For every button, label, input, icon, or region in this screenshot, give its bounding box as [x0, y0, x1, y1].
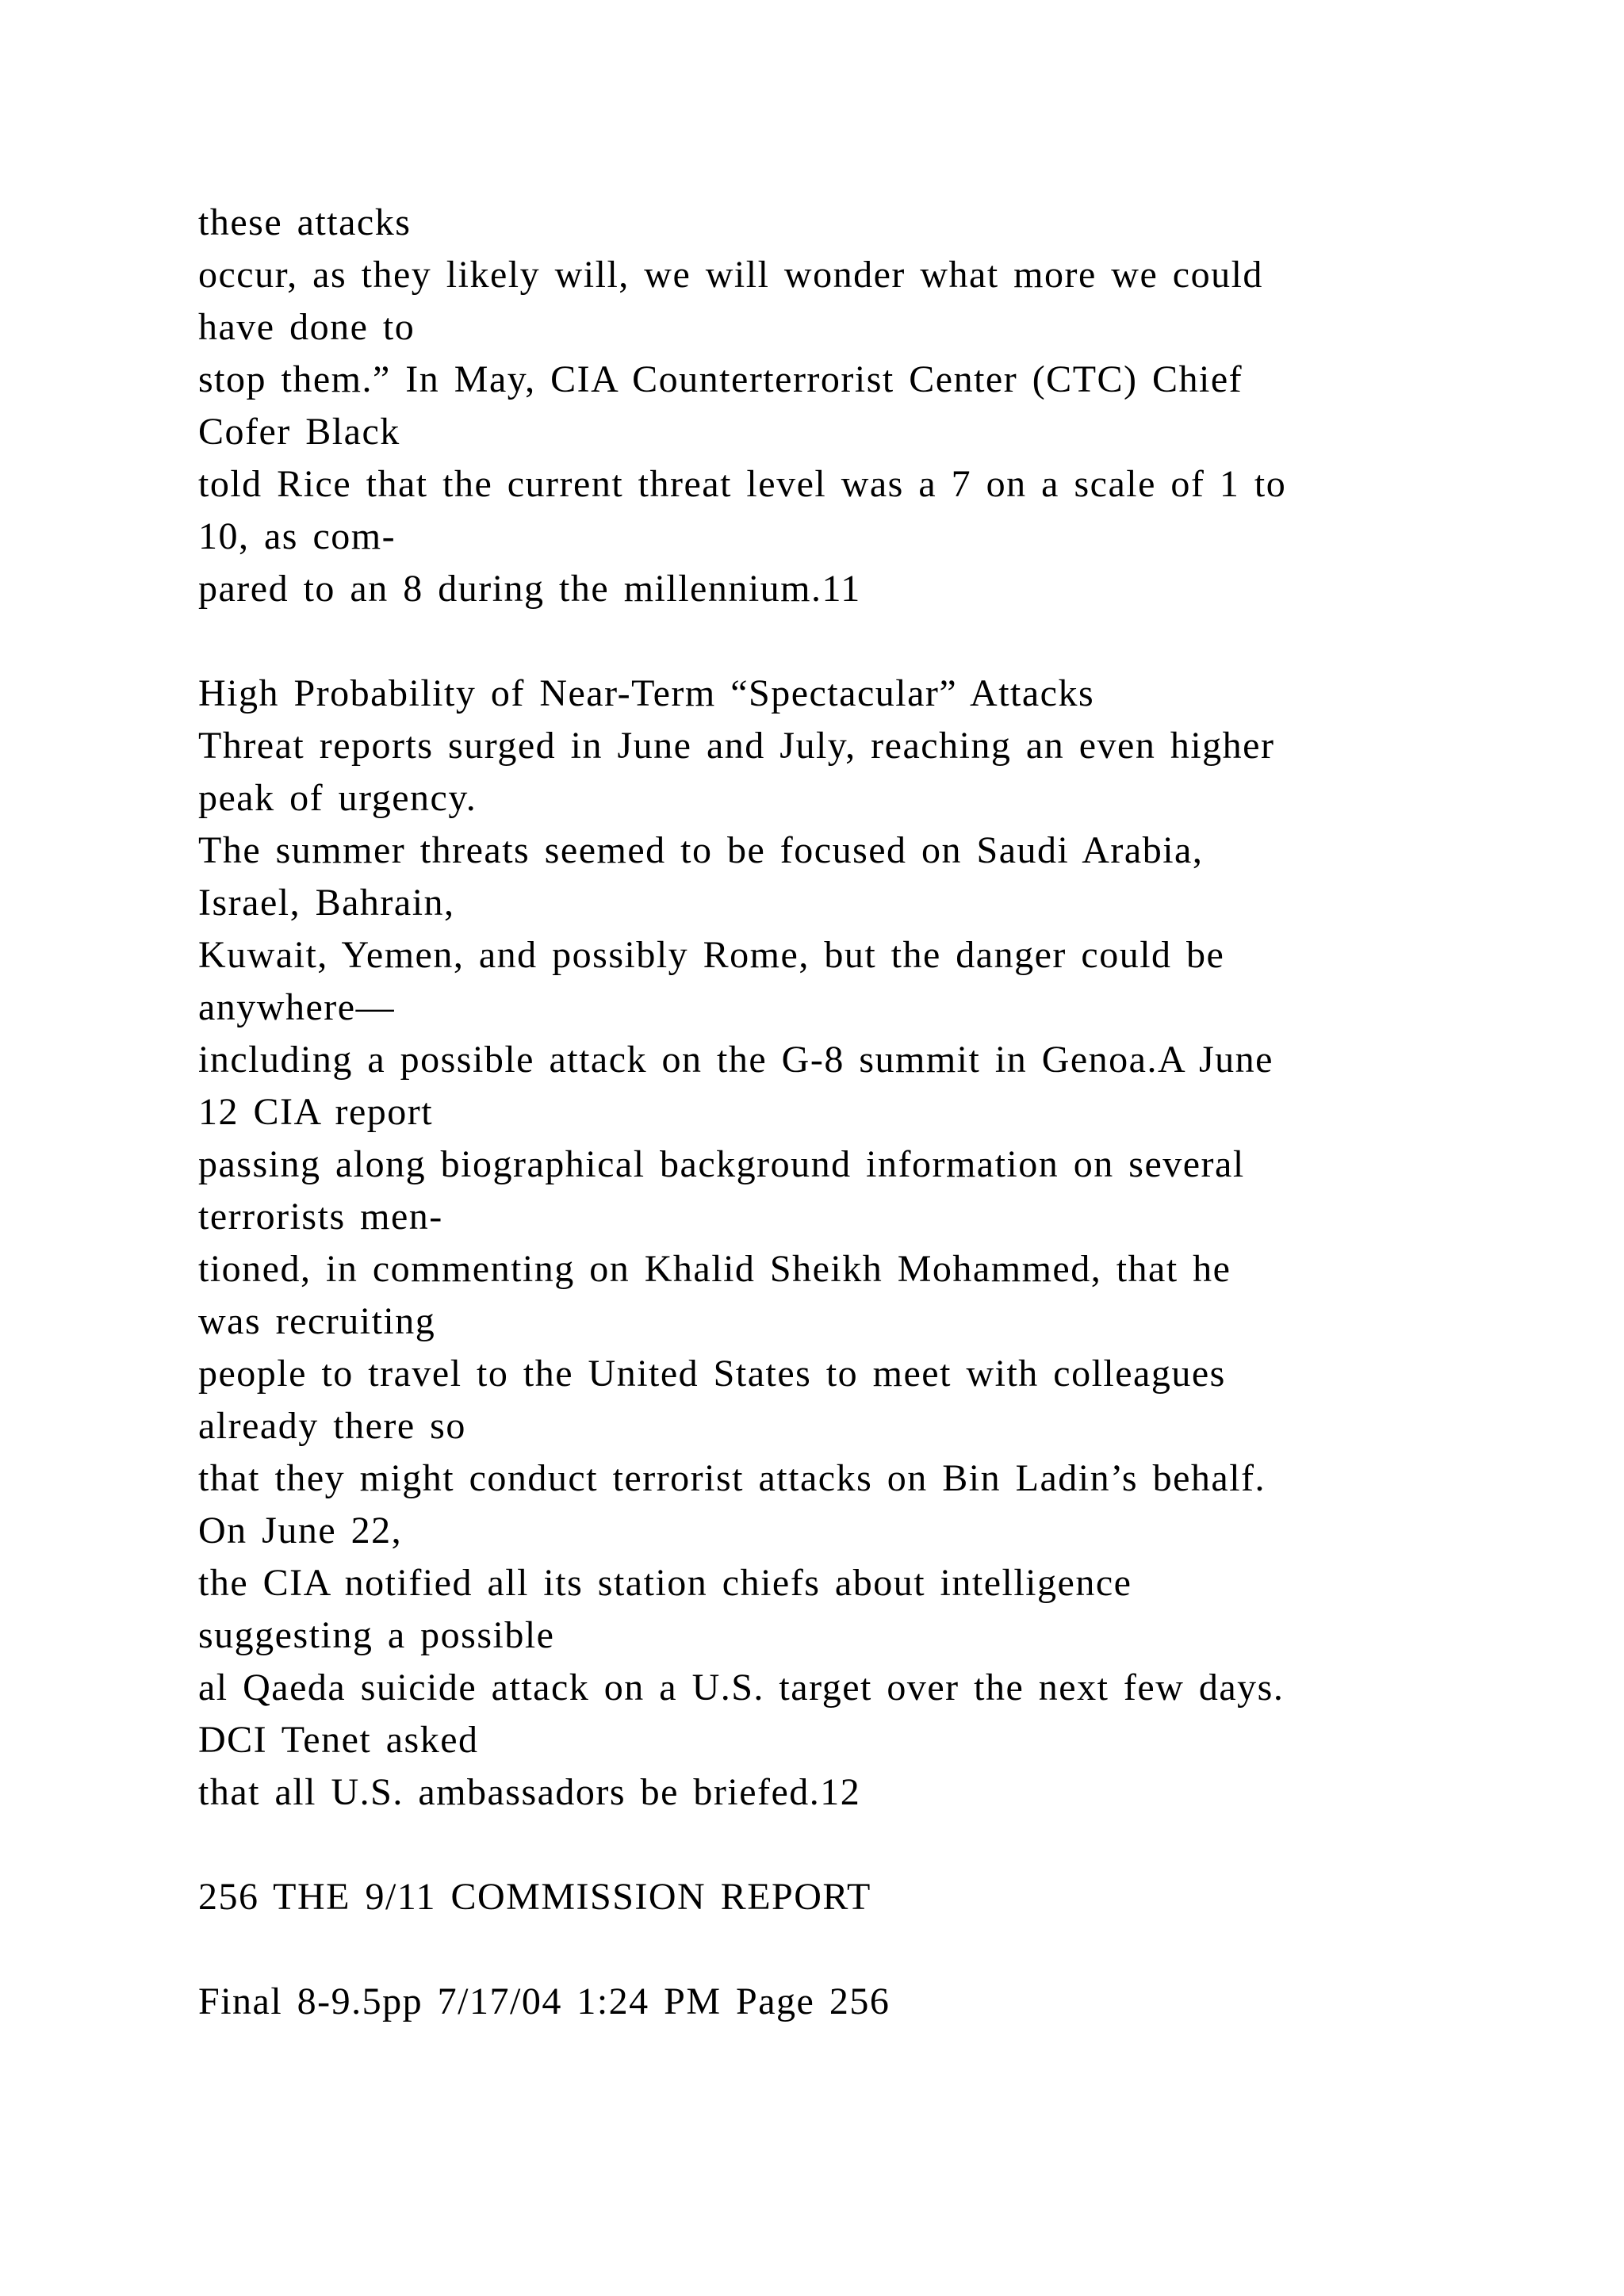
text-line: stop them.” In May, CIA Counterterrorist Center (CTC) Chief	[198, 358, 1243, 400]
text-line: told Rice that the current threat level was a 7 on a scale of 1 to	[198, 463, 1287, 505]
text-line: the CIA notified all its station chiefs about intelligence	[198, 1562, 1132, 1604]
text-line: that they might conduct terrorist attacks on Bin Ladin’s behalf.	[198, 1457, 1266, 1499]
text-line: occur, as they likely will, we will wonder what more we could	[198, 254, 1263, 296]
paragraph-gap	[198, 1923, 1546, 1976]
text-line: al Qaeda suicide attack on a U.S. target over the next few days.	[198, 1667, 1285, 1709]
text-line: On June 22,	[198, 1510, 403, 1552]
text-line: peak of urgency.	[198, 777, 477, 819]
paragraph-gap	[198, 1819, 1546, 1871]
text-line: DCI Tenet asked	[198, 1719, 479, 1761]
text-line: 12 CIA report	[198, 1091, 434, 1133]
text-line: was recruiting	[198, 1300, 436, 1342]
text-line: including a possible attack on the G-8 summit in Genoa.A June	[198, 1039, 1274, 1081]
text-line: Threat reports surged in June and July, reaching an even higher	[198, 725, 1275, 767]
paragraph-gap	[198, 615, 1546, 668]
text-line: Kuwait, Yemen, and possibly Rome, but the danger could be	[198, 934, 1225, 976]
text-line: 10, as com-	[198, 515, 396, 557]
text-line: these attacks	[198, 201, 412, 243]
text-line: pared to an 8 during the millennium.11	[198, 568, 861, 610]
text-line: Cofer Black	[198, 411, 400, 453]
text-line: terrorists men-	[198, 1196, 443, 1238]
paragraph-1	[198, 197, 1546, 615]
text-line: already there so	[198, 1405, 466, 1447]
text-block	[198, 197, 1546, 2028]
paragraph-2	[198, 720, 1546, 1819]
running-footer: 256 THE 9/11 COMMISSION REPORT	[198, 1876, 871, 1918]
text-line: Israel, Bahrain,	[198, 882, 455, 924]
text-line: have done to	[198, 306, 416, 348]
text-line: anywhere—	[198, 986, 396, 1028]
text-line: tioned, in commenting on Khalid Sheikh Mohammed, that he	[198, 1248, 1231, 1290]
text-line: passing along biographical background information on several	[198, 1143, 1245, 1185]
slug-line: Final 8-9.5pp 7/17/04 1:24 PM Page 256	[198, 1980, 891, 2022]
text-line: suggesting a possible	[198, 1614, 555, 1656]
text-line: people to travel to the United States to meet with colleagues	[198, 1353, 1226, 1395]
text-line: The summer threats seemed to be focused on Saudi Arabia,	[198, 829, 1204, 871]
section-heading: High Probability of Near-Term “Spectacular” Attacks	[198, 672, 1095, 714]
text-line: that all U.S. ambassadors be briefed.12	[198, 1771, 861, 1813]
